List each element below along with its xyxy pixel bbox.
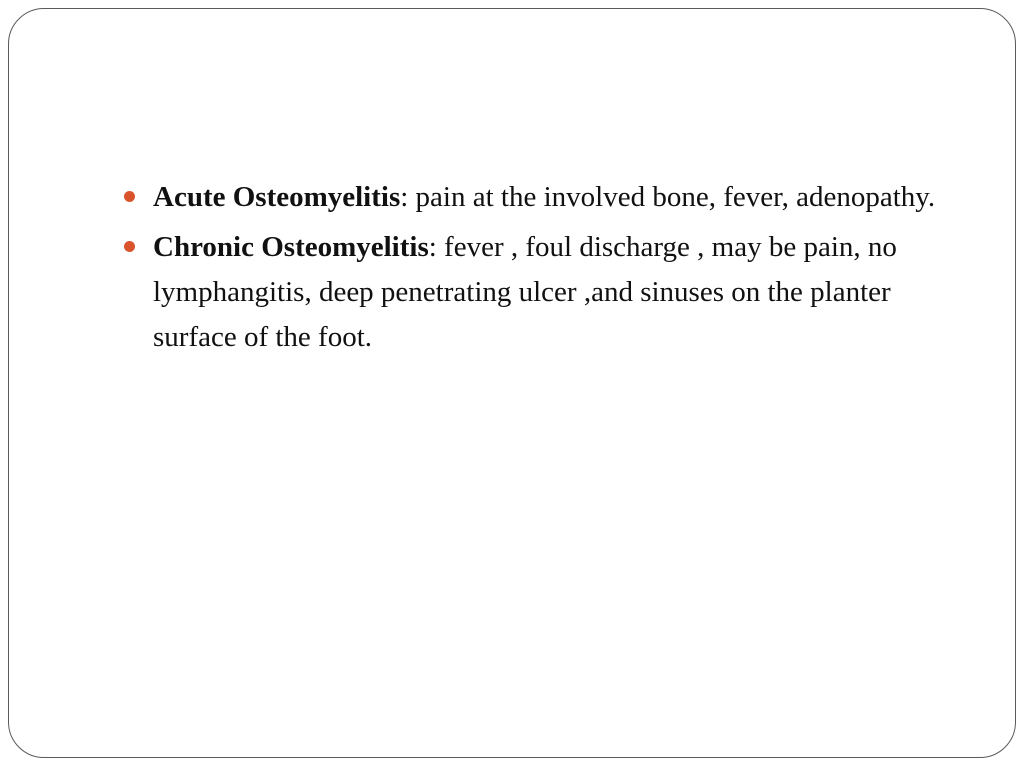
bullet-term: Acute Osteomyelitis — [153, 181, 401, 213]
bullet-list — [119, 175, 979, 365]
bullet-item-acute-osteomyelitis — [119, 175, 979, 220]
bullet-text: : fever , foul discharge , may be pain, no lymphangitis, deep penetrating ulcer ,and sinuses on the planter surface of the foot. — [153, 231, 897, 353]
bullet-dot-icon — [124, 191, 135, 202]
bullet-item-chronic-osteomyelitis — [119, 225, 979, 360]
bullet-dot-icon — [124, 241, 135, 252]
slide-frame — [8, 8, 1016, 758]
bullet-term: Chronic Osteomyelitis — [153, 231, 429, 263]
bullet-text: : pain at the involved bone, fever, adenopathy. — [400, 181, 936, 213]
